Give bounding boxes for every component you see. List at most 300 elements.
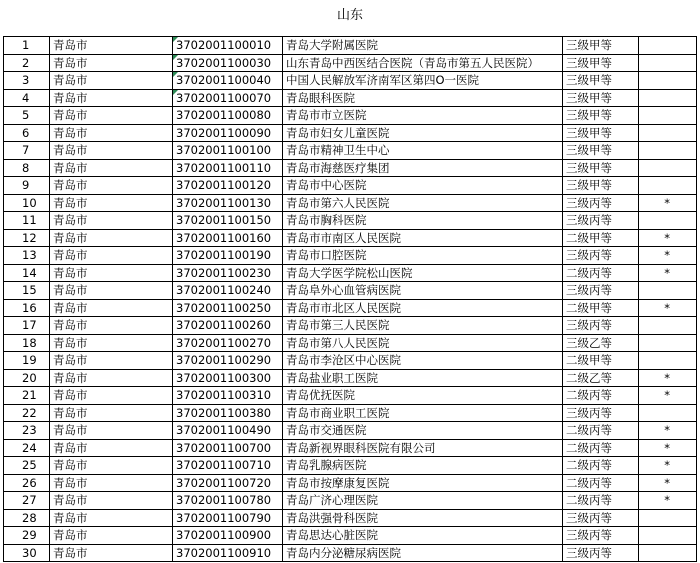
hospital-name-cell[interactable] <box>283 159 563 177</box>
hospital-level-cell[interactable] <box>563 422 639 440</box>
table-row <box>4 299 697 317</box>
mark-cell[interactable] <box>639 404 697 422</box>
hospital-name-cell[interactable] <box>283 404 563 422</box>
row-number[interactable] <box>4 387 50 405</box>
code-cell[interactable] <box>173 264 283 282</box>
city-cell[interactable] <box>50 457 173 475</box>
row-number-text: 27 <box>22 493 37 508</box>
row-number-text: 7 <box>22 143 30 158</box>
hospital-name-cell[interactable] <box>283 247 563 265</box>
mark-cell[interactable] <box>639 177 697 195</box>
code-cell[interactable] <box>173 247 283 265</box>
row-number[interactable] <box>4 299 50 317</box>
city-cell[interactable] <box>50 264 173 282</box>
hospital-level-cell-text: 三级甲等 <box>566 38 612 53</box>
code-cell-text: 3702001100150 <box>176 213 272 228</box>
mark-cell-text: * <box>664 388 670 403</box>
hospital-name-cell-text: 青岛市精神卫生中心 <box>286 143 390 158</box>
table-row <box>4 352 697 370</box>
hospital-level-cell-text: 二级丙等 <box>566 423 612 438</box>
code-cell[interactable] <box>173 37 283 55</box>
table-row <box>4 159 697 177</box>
hospital-level-cell[interactable] <box>563 352 639 370</box>
mark-cell[interactable] <box>639 229 697 247</box>
hospital-name-cell-text: 青岛大学附属医院 <box>286 38 378 53</box>
row-number[interactable] <box>4 422 50 440</box>
hospital-level-cell[interactable] <box>563 544 639 561</box>
hospital-level-cell[interactable] <box>563 229 639 247</box>
mark-cell[interactable] <box>639 457 697 475</box>
row-number-text: 5 <box>22 108 30 123</box>
table-row <box>4 54 697 72</box>
mark-cell[interactable] <box>639 369 697 387</box>
code-cell[interactable] <box>173 159 283 177</box>
table-row <box>4 527 697 545</box>
table-row <box>4 439 697 457</box>
city-cell[interactable] <box>50 124 173 142</box>
mark-cell[interactable] <box>639 492 697 510</box>
code-cell[interactable] <box>173 387 283 405</box>
code-cell-text: 3702001100030 <box>176 55 272 70</box>
city-cell[interactable] <box>50 37 173 55</box>
hospital-name-cell[interactable] <box>283 142 563 160</box>
hospital-level-cell-text: 三级甲等 <box>566 73 612 88</box>
city-cell[interactable] <box>50 89 173 107</box>
code-cell-text: 3702001100490 <box>176 423 272 438</box>
mark-cell-text: * <box>664 493 670 508</box>
row-number-text: 19 <box>22 353 37 368</box>
hospital-level-cell[interactable] <box>563 282 639 300</box>
code-cell[interactable] <box>173 299 283 317</box>
mark-cell[interactable] <box>639 352 697 370</box>
row-number[interactable] <box>4 352 50 370</box>
mark-cell[interactable] <box>639 544 697 561</box>
hospital-level-cell[interactable] <box>563 194 639 212</box>
mark-cell-text: * <box>664 265 670 280</box>
code-cell-text: 3702001100110 <box>176 160 272 175</box>
hospital-level-cell-text: 三级丙等 <box>566 510 612 525</box>
city-cell[interactable] <box>50 54 173 72</box>
table-row <box>4 509 697 527</box>
hospital-level-cell[interactable] <box>563 142 639 160</box>
city-cell[interactable] <box>50 159 173 177</box>
hospital-level-cell-text: 三级丙等 <box>566 283 612 298</box>
hospital-level-cell[interactable] <box>563 72 639 90</box>
table-row <box>4 142 697 160</box>
hospital-name-cell[interactable] <box>283 177 563 195</box>
hospital-level-cell-text: 三级甲等 <box>566 55 612 70</box>
mark-cell[interactable] <box>639 422 697 440</box>
mark-cell[interactable] <box>639 282 697 300</box>
city-cell[interactable] <box>50 282 173 300</box>
city-cell-text: 青岛市 <box>53 283 88 298</box>
row-number[interactable] <box>4 142 50 160</box>
code-cell[interactable] <box>173 457 283 475</box>
code-cell-text: 3702001100910 <box>176 545 272 560</box>
code-cell-text: 3702001100100 <box>176 143 272 158</box>
city-cell[interactable] <box>50 247 173 265</box>
table-row <box>4 422 697 440</box>
city-cell[interactable] <box>50 229 173 247</box>
city-cell[interactable] <box>50 107 173 125</box>
mark-cell[interactable] <box>639 212 697 230</box>
code-cell[interactable] <box>173 509 283 527</box>
code-cell-text: 3702001100780 <box>176 493 272 508</box>
row-number[interactable] <box>4 89 50 107</box>
hospital-level-cell[interactable] <box>563 492 639 510</box>
hospital-name-cell[interactable] <box>283 89 563 107</box>
code-cell[interactable] <box>173 177 283 195</box>
code-cell-text: 3702001100080 <box>176 108 272 123</box>
city-cell[interactable] <box>50 439 173 457</box>
hospital-level-cell[interactable] <box>563 527 639 545</box>
mark-cell[interactable] <box>639 247 697 265</box>
hospital-name-cell[interactable] <box>283 124 563 142</box>
row-number-text: 18 <box>22 335 37 350</box>
hospital-level-cell[interactable] <box>563 89 639 107</box>
mark-cell[interactable] <box>639 107 697 125</box>
mark-cell[interactable] <box>639 72 697 90</box>
hospital-level-cell[interactable] <box>563 334 639 352</box>
hospital-name-cell[interactable] <box>283 509 563 527</box>
mark-cell-text: * <box>664 300 670 315</box>
row-number-text: 14 <box>22 265 37 280</box>
hospital-name-cell[interactable] <box>283 352 563 370</box>
row-number[interactable] <box>4 124 50 142</box>
row-number[interactable] <box>4 474 50 492</box>
hospital-level-cell-text: 三级丙等 <box>566 528 612 543</box>
city-cell-text: 青岛市 <box>53 230 88 245</box>
city-cell-text: 青岛市 <box>53 265 88 280</box>
hospital-name-cell-text: 青岛优抚医院 <box>286 388 355 403</box>
row-number[interactable] <box>4 404 50 422</box>
row-number[interactable] <box>4 229 50 247</box>
hospital-name-cell[interactable] <box>283 369 563 387</box>
hospital-name-cell-text: 青岛市第三人民医院 <box>286 318 390 333</box>
mark-cell[interactable] <box>639 37 697 55</box>
hospital-level-cell[interactable] <box>563 177 639 195</box>
hospital-level-cell-text: 三级乙等 <box>566 335 612 350</box>
row-number[interactable] <box>4 247 50 265</box>
table-row <box>4 107 697 125</box>
city-cell-text: 青岛市 <box>53 195 88 210</box>
city-cell[interactable] <box>50 369 173 387</box>
hospital-name-cell-text: 青岛市口腔医院 <box>286 248 367 263</box>
code-cell[interactable] <box>173 544 283 561</box>
hospital-level-cell[interactable] <box>563 474 639 492</box>
code-cell-text: 3702001100260 <box>176 318 272 333</box>
row-number-text: 25 <box>22 458 37 473</box>
code-cell[interactable] <box>173 439 283 457</box>
hospital-level-cell-text: 三级甲等 <box>566 90 612 105</box>
hospital-level-cell-text: 二级丙等 <box>566 265 612 280</box>
row-number[interactable] <box>4 439 50 457</box>
row-number[interactable] <box>4 107 50 125</box>
mark-cell[interactable] <box>639 89 697 107</box>
table-row <box>4 544 697 561</box>
city-cell[interactable] <box>50 352 173 370</box>
code-cell-text: 3702001100120 <box>176 178 272 193</box>
hospital-name-cell-text: 青岛市李沧区中心医院 <box>286 353 401 368</box>
code-cell[interactable] <box>173 422 283 440</box>
hospital-level-cell[interactable] <box>563 317 639 335</box>
code-cell-text: 3702001100300 <box>176 370 272 385</box>
hospital-name-cell[interactable] <box>283 492 563 510</box>
row-number-text: 29 <box>22 528 37 543</box>
table-row <box>4 229 697 247</box>
city-cell-text: 青岛市 <box>53 405 88 420</box>
hospital-level-cell-text: 三级丙等 <box>566 213 612 228</box>
code-cell[interactable] <box>173 474 283 492</box>
city-cell[interactable] <box>50 492 173 510</box>
row-number[interactable] <box>4 492 50 510</box>
hospital-level-cell[interactable] <box>563 264 639 282</box>
code-cell-text: 3702001100190 <box>176 248 272 263</box>
hospital-level-cell[interactable] <box>563 107 639 125</box>
code-cell-text: 3702001100310 <box>176 388 272 403</box>
city-cell[interactable] <box>50 317 173 335</box>
row-number[interactable] <box>4 317 50 335</box>
hospital-level-cell[interactable] <box>563 387 639 405</box>
hospital-name-cell-text: 青岛市胸科医院 <box>286 213 367 228</box>
mark-cell-text: * <box>664 195 670 210</box>
code-cell[interactable] <box>173 142 283 160</box>
row-number-text: 26 <box>22 475 37 490</box>
hospital-level-cell[interactable] <box>563 369 639 387</box>
hospital-level-cell[interactable] <box>563 212 639 230</box>
city-cell[interactable] <box>50 387 173 405</box>
row-number-text: 28 <box>22 510 37 525</box>
table-row <box>4 334 697 352</box>
table-row <box>4 89 697 107</box>
hospital-name-cell[interactable] <box>283 474 563 492</box>
code-cell[interactable] <box>173 229 283 247</box>
hospital-level-cell-text: 三级丙等 <box>566 545 612 560</box>
hospital-level-cell-text: 三级丙等 <box>566 318 612 333</box>
code-cell[interactable] <box>173 492 283 510</box>
row-number-text: 1 <box>22 38 30 53</box>
hospital-level-cell-text: 三级甲等 <box>566 143 612 158</box>
hospital-level-cell[interactable] <box>563 299 639 317</box>
hospital-name-cell-text: 青岛大学医学院松山医院 <box>286 265 413 280</box>
hospital-level-cell[interactable] <box>563 247 639 265</box>
hospital-name-cell[interactable] <box>283 317 563 335</box>
code-cell[interactable] <box>173 89 283 107</box>
code-cell-text: 3702001100130 <box>176 195 272 210</box>
table-row <box>4 72 697 90</box>
table-row <box>4 369 697 387</box>
row-number-text: 23 <box>22 423 37 438</box>
city-cell[interactable] <box>50 474 173 492</box>
hospital-level-cell[interactable] <box>563 37 639 55</box>
row-number[interactable] <box>4 527 50 545</box>
hospital-level-cell[interactable] <box>563 457 639 475</box>
city-cell[interactable] <box>50 142 173 160</box>
city-cell[interactable] <box>50 422 173 440</box>
hospital-level-cell-text: 二级丙等 <box>566 475 612 490</box>
mark-cell[interactable] <box>639 142 697 160</box>
city-cell[interactable] <box>50 334 173 352</box>
city-cell[interactable] <box>50 544 173 561</box>
row-number[interactable] <box>4 177 50 195</box>
row-number-text: 4 <box>22 90 30 105</box>
code-cell[interactable] <box>173 54 283 72</box>
row-number[interactable] <box>4 282 50 300</box>
row-number[interactable] <box>4 369 50 387</box>
row-number-text: 9 <box>22 178 30 193</box>
table-row <box>4 457 697 475</box>
row-number-text: 16 <box>22 300 37 315</box>
code-cell[interactable] <box>173 107 283 125</box>
city-cell[interactable] <box>50 509 173 527</box>
hospital-name-cell[interactable] <box>283 299 563 317</box>
code-cell[interactable] <box>173 212 283 230</box>
hospital-name-cell[interactable] <box>283 334 563 352</box>
hospital-name-cell[interactable] <box>283 72 563 90</box>
hospital-name-cell-text: 青岛市市立医院 <box>286 108 367 123</box>
mark-cell[interactable] <box>639 527 697 545</box>
mark-cell[interactable] <box>639 264 697 282</box>
code-cell[interactable] <box>173 72 283 90</box>
hospital-name-cell-text: 青岛市按摩康复医院 <box>286 475 390 490</box>
row-number[interactable] <box>4 159 50 177</box>
hospital-level-cell[interactable] <box>563 54 639 72</box>
city-cell[interactable] <box>50 212 173 230</box>
row-number[interactable] <box>4 509 50 527</box>
mark-cell-text: * <box>664 423 670 438</box>
hospital-name-cell[interactable] <box>283 544 563 561</box>
code-cell[interactable] <box>173 369 283 387</box>
hospital-level-cell-text: 二级甲等 <box>566 353 612 368</box>
hospital-name-cell[interactable] <box>283 422 563 440</box>
code-cell[interactable] <box>173 352 283 370</box>
hospital-name-cell-text: 青岛广济心理医院 <box>286 493 378 508</box>
row-number[interactable] <box>4 264 50 282</box>
hospital-level-cell-text: 三级丙等 <box>566 405 612 420</box>
city-cell[interactable] <box>50 72 173 90</box>
hospital-level-cell[interactable] <box>563 439 639 457</box>
code-cell-text: 3702001100160 <box>176 230 272 245</box>
code-cell-text: 3702001100270 <box>176 335 272 350</box>
code-cell[interactable] <box>173 282 283 300</box>
row-number[interactable] <box>4 37 50 55</box>
city-cell[interactable] <box>50 527 173 545</box>
hospital-name-cell[interactable] <box>283 457 563 475</box>
hospital-name-cell-text: 青岛市商业职工医院 <box>286 405 390 420</box>
hospital-name-cell[interactable] <box>283 264 563 282</box>
mark-cell[interactable] <box>639 474 697 492</box>
hospital-name-cell[interactable] <box>283 387 563 405</box>
row-number[interactable] <box>4 334 50 352</box>
mark-cell[interactable] <box>639 299 697 317</box>
row-number[interactable] <box>4 54 50 72</box>
city-cell-text: 青岛市 <box>53 160 88 175</box>
code-cell-text: 3702001100900 <box>176 528 272 543</box>
city-cell-text: 青岛市 <box>53 125 88 140</box>
mark-cell[interactable] <box>639 334 697 352</box>
code-cell[interactable] <box>173 124 283 142</box>
table-row <box>4 264 697 282</box>
hospital-level-cell-text: 二级丙等 <box>566 440 612 455</box>
city-cell-text: 青岛市 <box>53 248 88 263</box>
table-row <box>4 474 697 492</box>
code-cell[interactable] <box>173 404 283 422</box>
hospital-name-cell[interactable] <box>283 212 563 230</box>
code-cell[interactable] <box>173 334 283 352</box>
hospital-level-cell-text: 二级丙等 <box>566 493 612 508</box>
code-cell-text: 3702001100070 <box>176 90 272 105</box>
city-cell-text: 青岛市 <box>53 545 88 560</box>
mark-cell[interactable] <box>639 124 697 142</box>
code-cell-text: 3702001100700 <box>176 440 272 455</box>
hospital-level-cell-text: 二级丙等 <box>566 388 612 403</box>
hospital-level-cell-text: 二级甲等 <box>566 300 612 315</box>
hospital-name-cell[interactable] <box>283 194 563 212</box>
hospital-level-cell-text: 三级甲等 <box>566 125 612 140</box>
mark-cell[interactable] <box>639 194 697 212</box>
city-cell[interactable] <box>50 404 173 422</box>
row-number-text: 24 <box>22 440 37 455</box>
hospital-level-cell[interactable] <box>563 159 639 177</box>
row-number-text: 2 <box>22 55 30 70</box>
code-cell-text: 3702001100720 <box>176 475 272 490</box>
table-row <box>4 404 697 422</box>
hospital-name-cell[interactable] <box>283 107 563 125</box>
city-cell[interactable] <box>50 194 173 212</box>
hospital-name-cell[interactable] <box>283 282 563 300</box>
city-cell-text: 青岛市 <box>53 475 88 490</box>
row-number[interactable] <box>4 544 50 561</box>
row-number-text: 10 <box>22 195 37 210</box>
row-number[interactable] <box>4 72 50 90</box>
hospital-name-cell-text: 青岛市妇女儿童医院 <box>286 125 390 140</box>
hospital-name-cell[interactable] <box>283 37 563 55</box>
code-cell[interactable] <box>173 527 283 545</box>
hospital-name-cell[interactable] <box>283 527 563 545</box>
hospital-level-cell[interactable] <box>563 509 639 527</box>
code-cell[interactable] <box>173 317 283 335</box>
cell-indicator-icon <box>173 55 178 60</box>
hospital-level-cell[interactable] <box>563 404 639 422</box>
hospital-level-cell-text: 二级丙等 <box>566 458 612 473</box>
city-cell-text: 青岛市 <box>53 90 88 105</box>
row-number[interactable] <box>4 457 50 475</box>
row-number-text: 21 <box>22 388 37 403</box>
hospital-level-cell-text: 二级甲等 <box>566 230 612 245</box>
hospital-name-cell[interactable] <box>283 229 563 247</box>
row-number[interactable] <box>4 212 50 230</box>
code-cell[interactable] <box>173 194 283 212</box>
city-cell-text: 青岛市 <box>53 458 88 473</box>
hospital-level-cell-text: 三级甲等 <box>566 178 612 193</box>
mark-cell[interactable] <box>639 54 697 72</box>
city-cell[interactable] <box>50 177 173 195</box>
city-cell[interactable] <box>50 299 173 317</box>
mark-cell[interactable] <box>639 387 697 405</box>
mark-cell[interactable] <box>639 159 697 177</box>
code-cell-text: 3702001100090 <box>176 125 272 140</box>
hospital-level-cell[interactable] <box>563 124 639 142</box>
code-cell-text: 3702001100010 <box>176 38 272 53</box>
mark-cell[interactable] <box>639 439 697 457</box>
hospital-name-cell[interactable] <box>283 439 563 457</box>
city-cell-text: 青岛市 <box>53 38 88 53</box>
mark-cell[interactable] <box>639 509 697 527</box>
mark-cell[interactable] <box>639 317 697 335</box>
row-number[interactable] <box>4 194 50 212</box>
hospital-name-cell[interactable] <box>283 54 563 72</box>
city-cell-text: 青岛市 <box>53 108 88 123</box>
